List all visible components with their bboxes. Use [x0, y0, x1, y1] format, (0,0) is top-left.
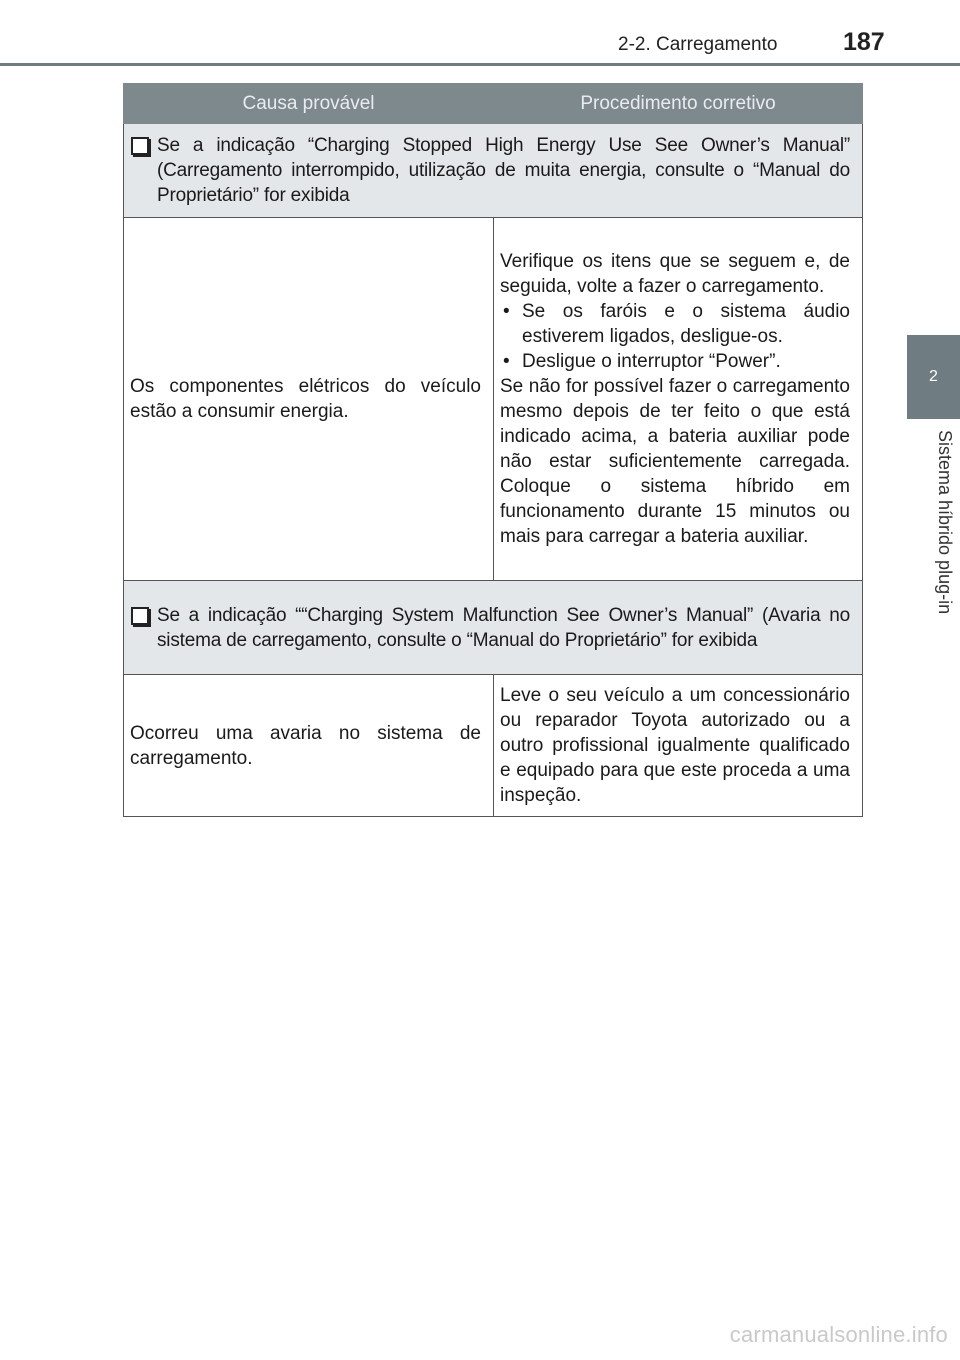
action-outro: Se não for possível fazer o carregamento mesmo depois de ter feito o que está indicado acima, a bateria auxiliar pode não estar suficientemente carregada. Coloque o sistema híbrido em funcionamento durante 15 minutos ou mais para carregar a bateria auxiliar. — [500, 376, 850, 547]
section-title: 2-2. Carregamento — [618, 34, 778, 55]
column-header-cause: Causa provável — [124, 84, 494, 124]
table-row — [124, 218, 863, 581]
condition-text: Se a indicação “Charging Stopped High Energy Use See Owner’s Manual” (Carregamento interrompido, utilização de muita energia, consulte o “Manual do Proprietário” for exibida — [157, 135, 850, 206]
chapter-tab — [907, 335, 960, 419]
checkbox-icon — [131, 607, 149, 625]
list-item: • Se os faróis e o sistema áudio estiverem ligados, desligue-os. — [503, 301, 850, 347]
condition-row — [124, 124, 863, 218]
checkbox-icon — [131, 137, 149, 155]
troubleshooting-table — [123, 83, 863, 817]
header-divider — [0, 63, 960, 66]
list-item: • Desligue o interruptor “Power”. — [503, 351, 781, 372]
cause-cell: Os componentes elétricos do veículo estão a consumir energia. — [124, 218, 494, 581]
cause-cell: Ocorreu uma avaria no sistema de carregamento. — [124, 675, 494, 817]
chapter-label: Sistema híbrido plug-in — [935, 430, 955, 615]
action-cell: Leve o seu veículo a um concessionário ou reparador Toyota autorizado ou a outro profissional igualmente qualificado e equipado para que este proceda a uma inspeção. — [494, 675, 863, 817]
column-header-action: Procedimento corretivo — [494, 84, 863, 124]
condition-row — [124, 581, 863, 675]
condition-text: Se a indicação ““Charging System Malfunction See Owner’s Manual” (Avaria no sistema de carregamento, consulte o “Manual do Proprietário” for exibida — [157, 604, 850, 651]
page-number: 187 — [843, 28, 885, 56]
action-bullets — [500, 299, 850, 374]
condition-cell — [124, 581, 863, 675]
table-row — [124, 675, 863, 817]
table-header-row — [124, 84, 863, 124]
watermark: carmanualsonline.info — [729, 1322, 948, 1347]
action-cell — [494, 218, 863, 581]
condition-cell — [124, 124, 863, 218]
action-intro: Verifique os itens que se seguem e, de seguida, volte a fazer o carregamento. — [500, 251, 850, 297]
chapter-number: 2 — [929, 368, 938, 385]
